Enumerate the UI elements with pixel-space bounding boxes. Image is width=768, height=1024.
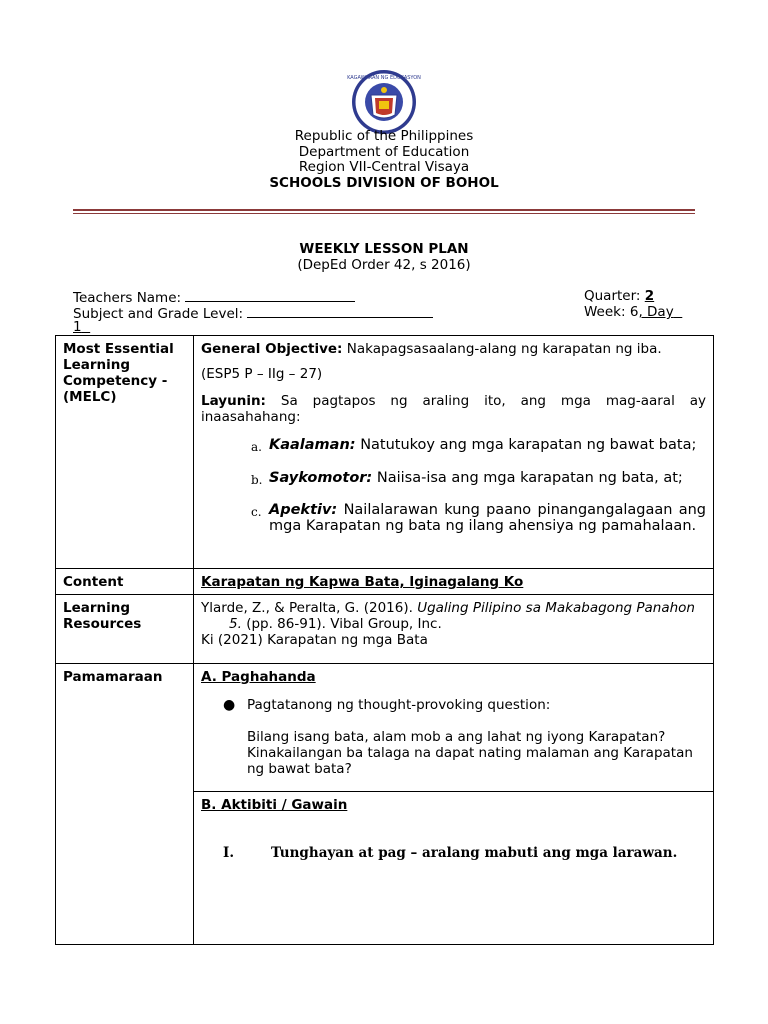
deped-seal-logo bbox=[347, 69, 421, 135]
section-b-title: B. Aktibiti / Gawain bbox=[201, 797, 348, 813]
layunin bbox=[201, 393, 706, 425]
table-row-resources bbox=[56, 595, 714, 664]
general-objective-label: General Objective: bbox=[201, 341, 343, 357]
melc-cell bbox=[194, 336, 714, 569]
objective-letter: b. bbox=[251, 473, 263, 487]
objective-item bbox=[201, 437, 706, 455]
header-region: Region VII-Central Visaya bbox=[298, 159, 470, 175]
layunin-label: Layunin: bbox=[201, 393, 266, 409]
content-text: Karapatan ng Kapwa Bata, Iginagalang Ko bbox=[194, 569, 714, 595]
content-label: Content bbox=[56, 569, 194, 595]
objective-text: Nailalarawan kung paano pinangangalagaan ang mga Karapatan ng bata ng ilang ahensiya ng pamahalaan. bbox=[269, 502, 707, 534]
activity-item bbox=[223, 845, 706, 861]
header-divider bbox=[73, 209, 695, 211]
week-field bbox=[584, 305, 682, 320]
week-value: 6 bbox=[629, 304, 639, 320]
resource-citation-2: Ki (2021) Karapatan ng mga Bata bbox=[201, 632, 428, 648]
document-subtitle: (DepEd Order 42, s 2016) bbox=[297, 257, 471, 273]
header-divider-thin bbox=[73, 213, 695, 214]
objective-label: Apektiv: bbox=[269, 502, 338, 518]
layunin-text: Sa pagtapos ng araling ito, ang mga mag-aaral ay inaasahahang: bbox=[201, 393, 706, 425]
question-text: Bilang isang bata, alam mob a ang lahat ng iyong Karapatan? Kinakailangan ba talaga na dapat nating malaman ang Karapatan ng bawat bata? bbox=[247, 729, 693, 777]
objective-item bbox=[201, 470, 706, 488]
pamamaraan-label: Pamamaraan bbox=[56, 664, 194, 945]
activity-number: I. bbox=[223, 845, 235, 861]
quarter-field bbox=[584, 289, 654, 304]
objective-item bbox=[201, 502, 706, 534]
aktibiti-cell bbox=[194, 792, 714, 945]
table-row-pamamaraan bbox=[56, 664, 714, 792]
lesson-plan-table bbox=[55, 335, 714, 945]
teacher-name-field bbox=[73, 289, 355, 306]
resources-cell bbox=[194, 595, 714, 664]
day-value-line bbox=[73, 320, 90, 335]
general-objective bbox=[201, 341, 706, 357]
bullet-text: Pagtatanong ng thought-provoking question: bbox=[247, 697, 551, 713]
header-republic: Republic of the Philippines bbox=[294, 128, 474, 144]
quarter-label: Quarter: bbox=[584, 288, 641, 304]
general-objective-text: Nakapagsasaalang-alang ng karapatan ng iba. bbox=[346, 341, 662, 357]
competency-code: (ESP5 P – IIg – 27) bbox=[201, 366, 323, 382]
bullet-item bbox=[223, 697, 706, 713]
day-value: 1 bbox=[73, 319, 82, 335]
resource-citation: Ylarde, Z., & Peralta, G. (2016). Ugaling Pilipino sa Makabagong Panahon 5. (pp. 86-91). Vibal Group, Inc. bbox=[201, 600, 695, 632]
objective-letter: a. bbox=[251, 440, 262, 454]
teacher-name-blank bbox=[185, 289, 355, 302]
document-title: WEEKLY LESSON PLAN bbox=[299, 241, 469, 257]
activity-text: Tunghayan at pag – aralang mabuti ang mga larawan. bbox=[271, 845, 678, 861]
melc-label: Most Essential Learning Competency - (MELC) bbox=[56, 336, 194, 569]
resource-book-title: Ugaling Pilipino sa Makabagong Panahon 5. bbox=[229, 600, 695, 632]
subject-grade-label: Subject and Grade Level: bbox=[73, 306, 244, 322]
teacher-name-label: Teachers Name: bbox=[73, 290, 182, 306]
seal-text: KAGAWARAN NG EDUKASYON bbox=[347, 75, 421, 81]
table-row-melc bbox=[56, 336, 714, 569]
subject-grade-field bbox=[73, 305, 433, 322]
paghahanda-cell bbox=[194, 664, 714, 792]
bullet-icon: ● bbox=[223, 697, 236, 713]
day-label: , Day bbox=[638, 304, 674, 320]
header-department: Department of Education bbox=[298, 144, 470, 160]
objective-label: Kaalaman: bbox=[269, 437, 356, 453]
resources-label: Learning Resources bbox=[56, 595, 194, 664]
header-division: SCHOOLS DIVISION OF BOHOL bbox=[269, 175, 499, 191]
objective-label: Saykomotor: bbox=[269, 470, 373, 486]
objective-text: Naiisa-isa ang mga karapatan ng bata, at; bbox=[376, 470, 683, 486]
week-label: Week: bbox=[584, 304, 626, 320]
objective-letter: c. bbox=[251, 505, 262, 519]
subject-grade-blank bbox=[247, 305, 433, 318]
table-row-content bbox=[56, 569, 714, 595]
section-a-title: A. Paghahanda bbox=[201, 669, 316, 685]
objective-text: Natutukoy ang mga karapatan ng bawat bata; bbox=[360, 437, 697, 453]
quarter-value: 2 bbox=[644, 288, 655, 304]
